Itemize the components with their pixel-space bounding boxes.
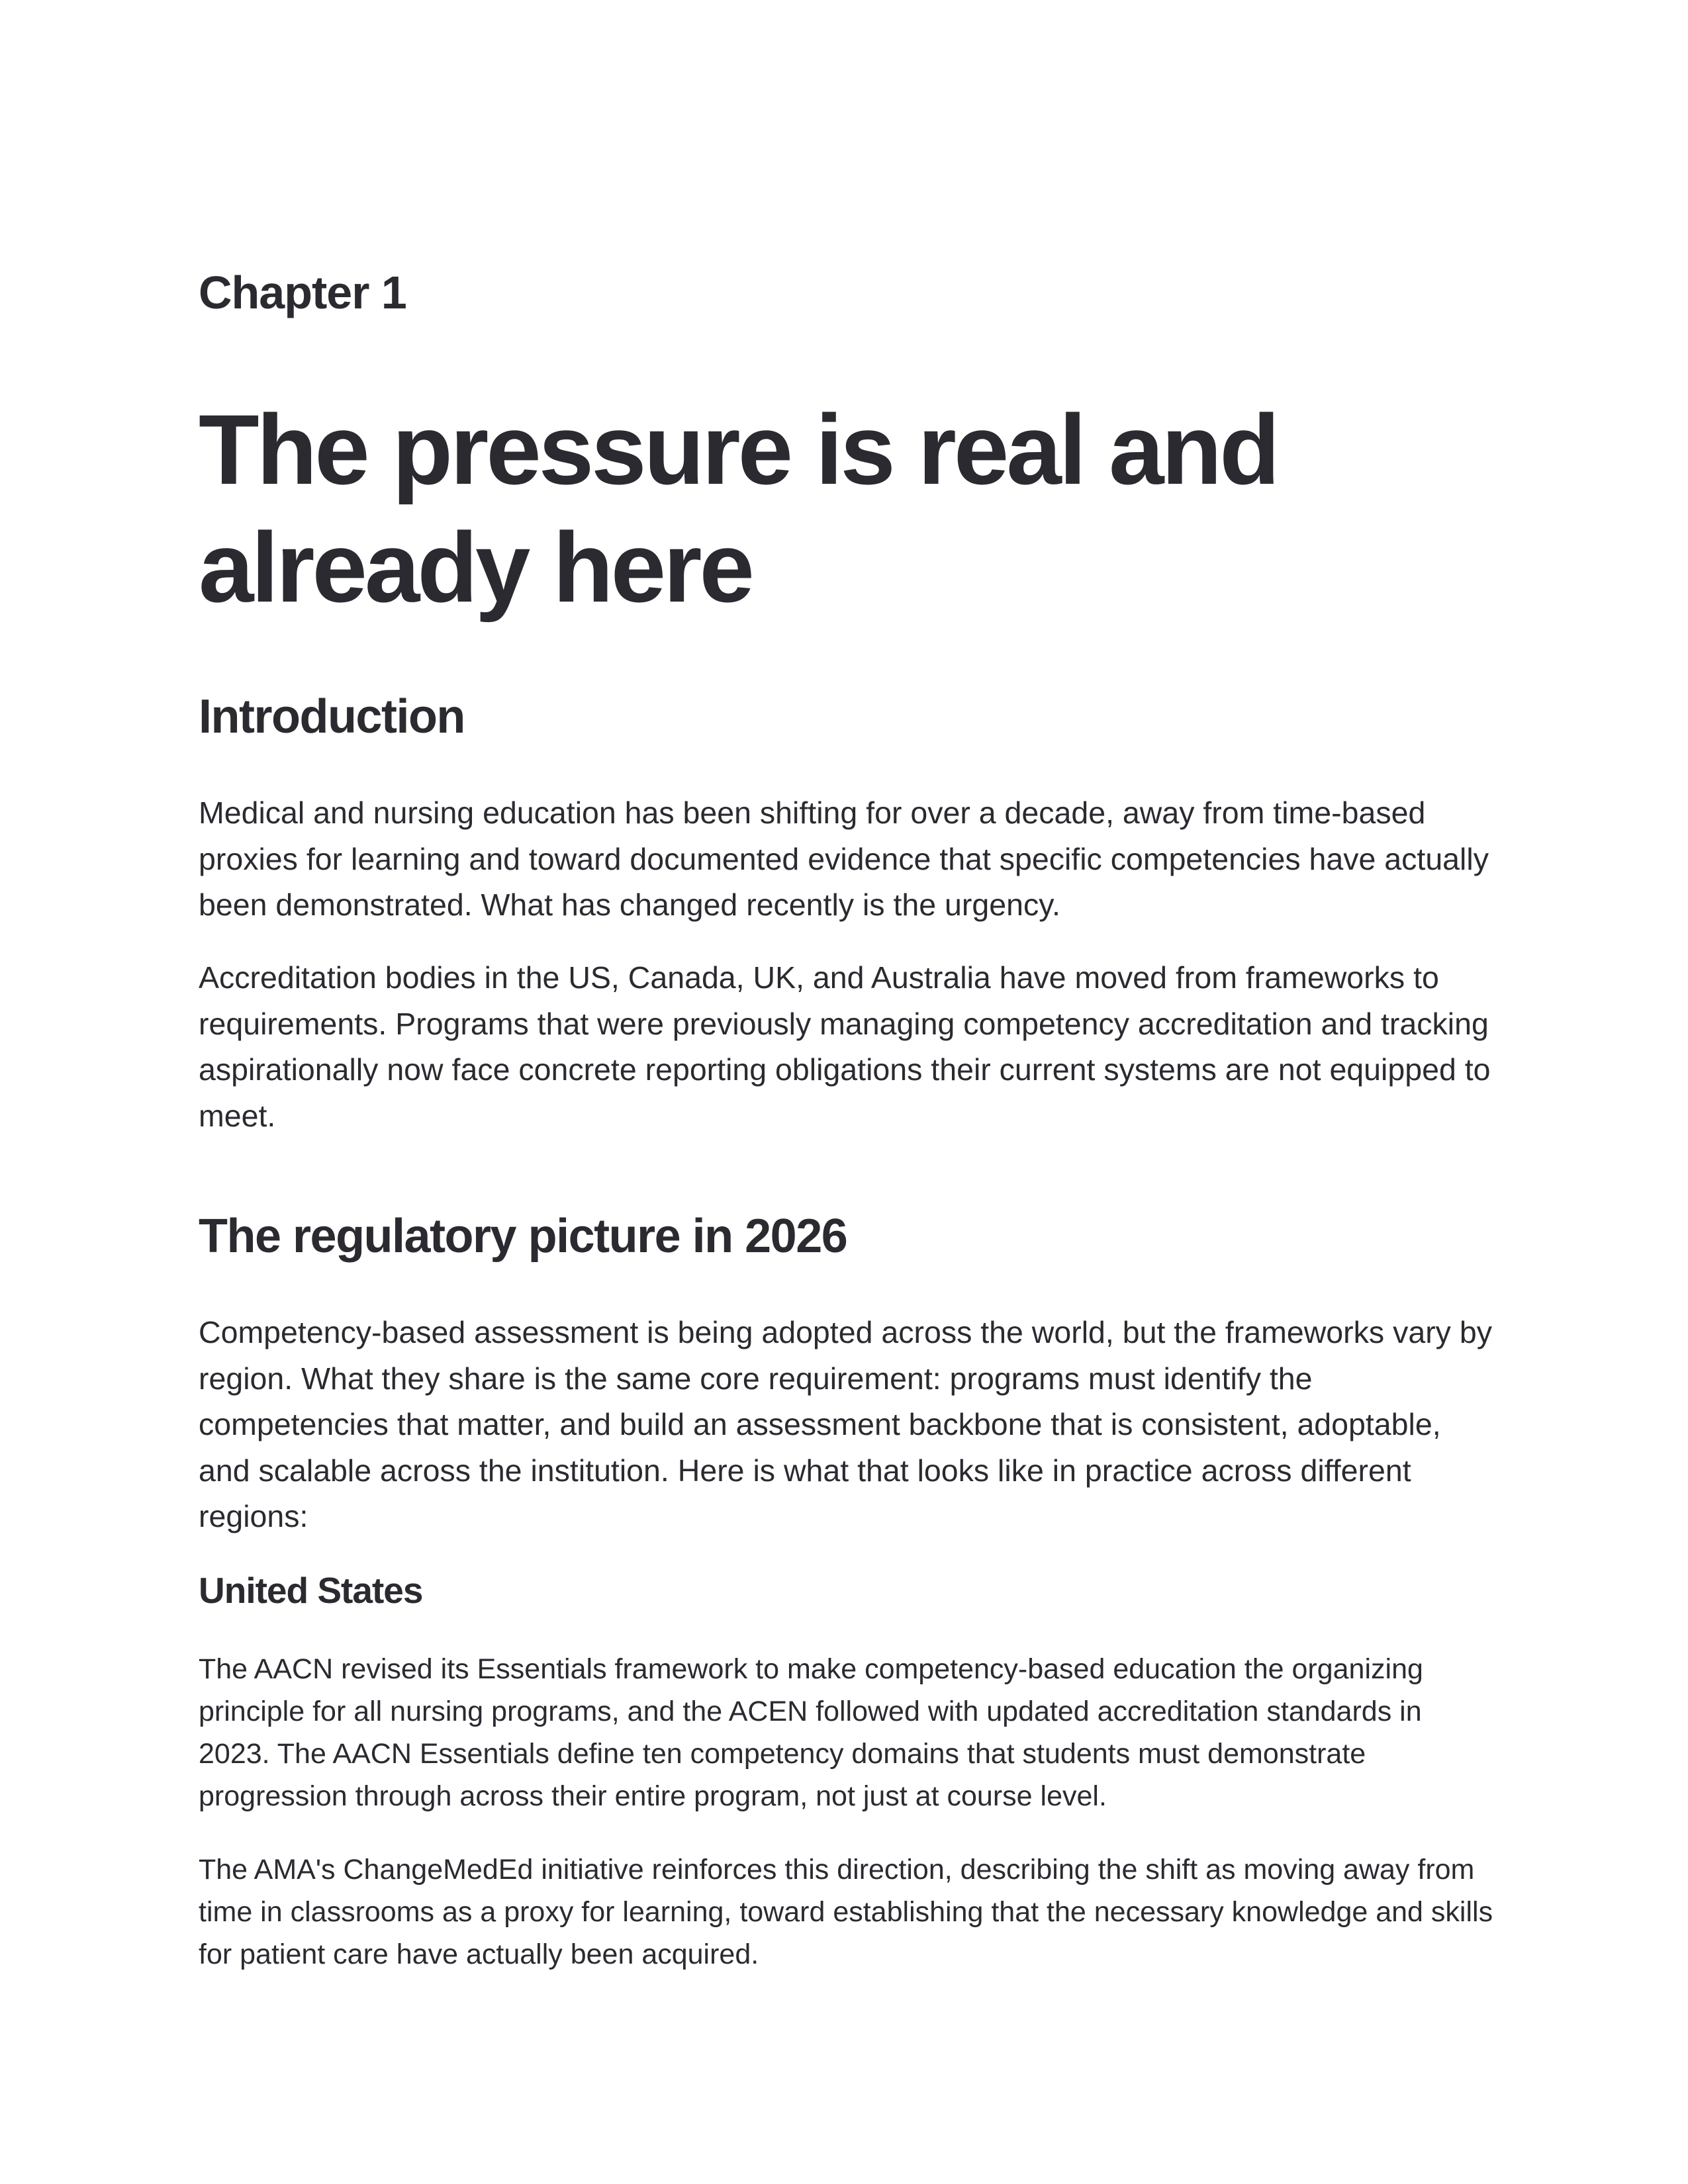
regulatory-paragraph-1: Competency-based assessment is being adopted across the world, but the frameworks vary by region. What they share is the same core requirement: programs must identify the competencies that matter, and build an assessment backbone that is consistent, adoptable, and scalable across the institution. Here is what that looks like in practice across different regions: — [199, 1315, 1492, 1533]
united-states-paragraph-2: The AMA's ChangeMedEd initiative reinforces this direction, describing the shift as moving away from time in classrooms as a proxy for learning, toward establishing that the necessary knowledge and skills for patient care have actually been acquired. — [199, 1854, 1493, 1970]
introduction-paragraph-1: Medical and nursing education has been shifting for over a decade, away from time-based proxies for learning and toward documented evidence that specific competencies have actually been demonstrated. What has changed recently is the urgency. — [199, 796, 1489, 922]
chapter-label: Chapter 1 — [199, 267, 406, 318]
section-heading-introduction: Introduction — [199, 690, 465, 743]
united-states-paragraph-1: The AACN revised its Essentials framework to make competency-based education the organizing principle for all nursing programs, and the ACEN followed with updated accreditation standards in 2023. The AACN Essentials define ten competency domains that students must demonstrate progression through across their entire program, not just at course level. — [199, 1653, 1423, 1812]
introduction-paragraph-2: Accreditation bodies in the US, Canada, UK, and Australia have moved from frameworks to requirements. Programs that were previously managing competency accreditation and tracking aspirationally now face concrete reporting obligations their current systems are not equipped to meet. — [199, 960, 1491, 1133]
section-heading-regulatory-picture: The regulatory picture in 2026 — [199, 1210, 847, 1263]
subsection-heading-united-states: United States — [199, 1570, 423, 1611]
chapter-title: The pressure is real and already here — [199, 394, 1278, 623]
